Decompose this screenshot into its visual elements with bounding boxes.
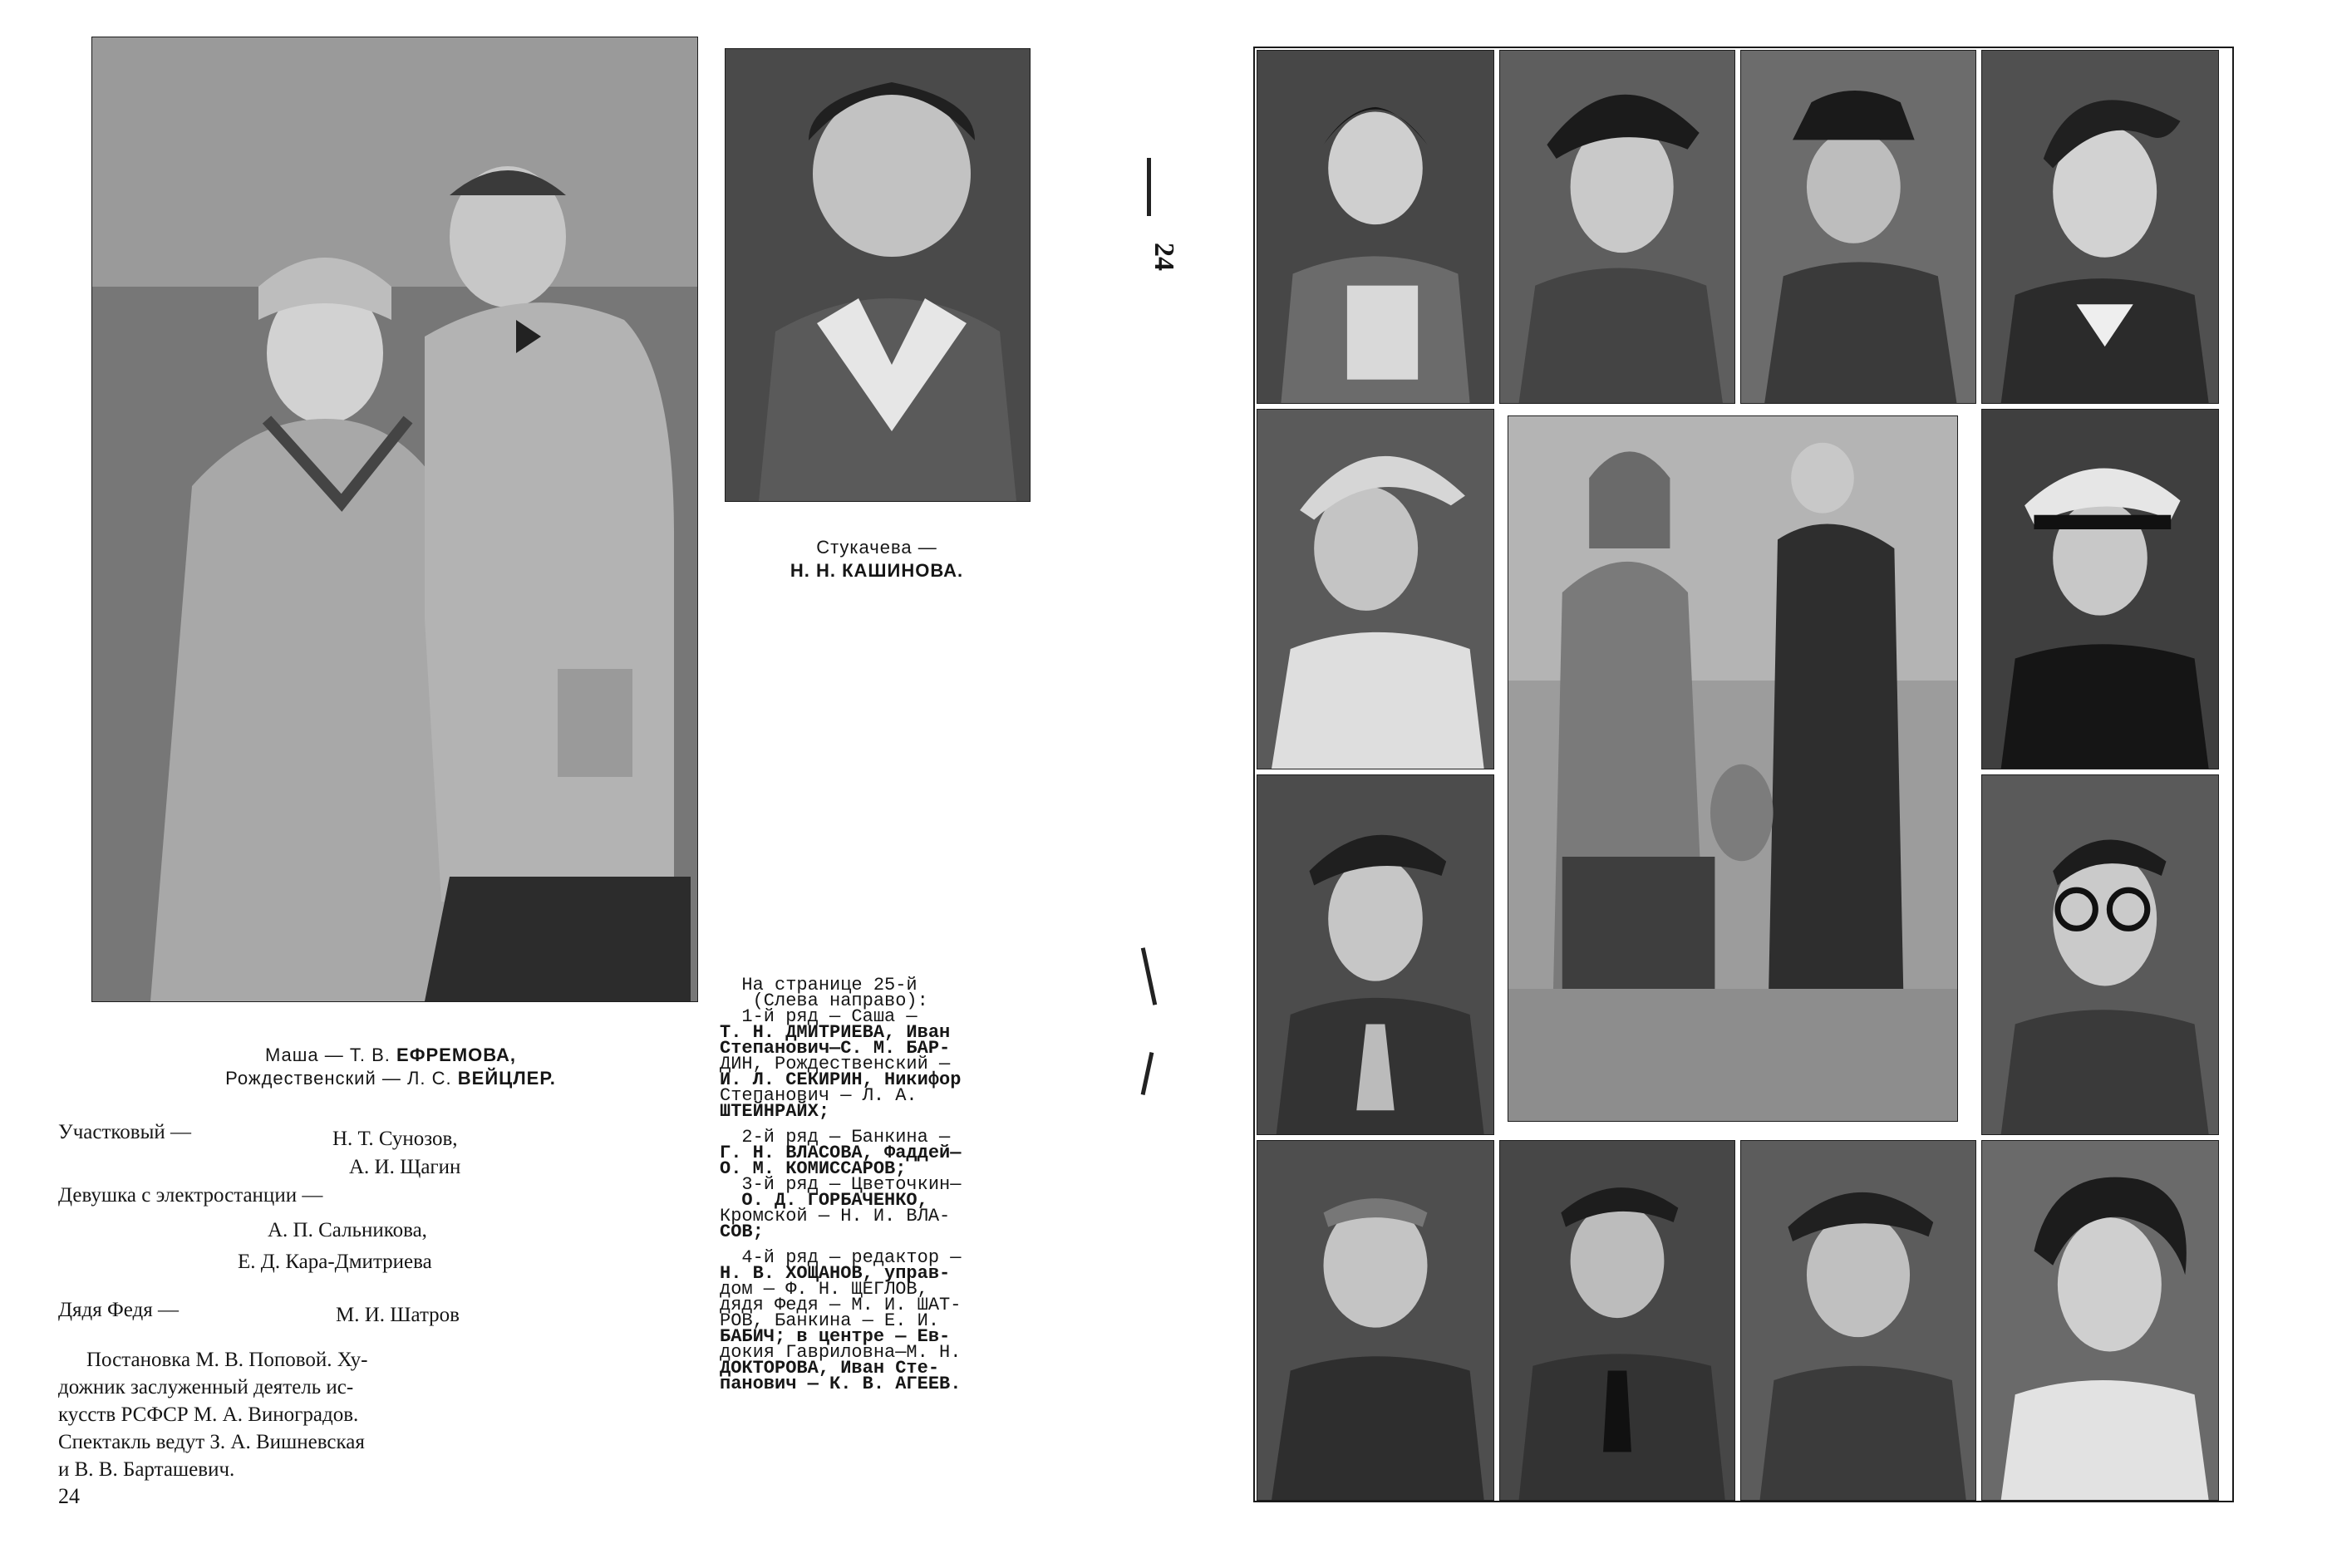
cast-actor-kara-dmitrieva: Е. Д. Кара-Дмитриева (238, 1251, 432, 1273)
photo-key-notes (720, 977, 1032, 1392)
note-line: О. М. КОМИССАРОВ; (720, 1158, 907, 1179)
note-line: панович — К. В. АГЕЕВ. (720, 1374, 962, 1394)
scene-center-image (1508, 416, 1957, 1121)
portrait-komissarov-image (1982, 410, 2218, 769)
portrait-sekirin-image (1741, 51, 1975, 403)
credits-line: Спектакль ведут З. А. Вишневская (58, 1431, 365, 1453)
note-line: Н. В. ХОЩАНОВ, управ- (720, 1263, 951, 1284)
portrait-nikifor-stepanovich (1981, 50, 2219, 404)
main-caption-rozhdestvensky-actor: ВЕЙЦЛЕР. (457, 1068, 556, 1089)
photo-stukacheva (725, 48, 1031, 502)
portrait-dyadya-fedya-shatrov (1740, 1140, 1976, 1501)
note-line: дом — Ф. Н. ЩЕГЛОВ, (720, 1279, 928, 1300)
note-line: О. Д. ГОРБАЧЕНКО, (720, 1190, 928, 1211)
page-number: 24 (58, 1484, 80, 1508)
credits-line: Постановка М. В. Поповой. Ху- (86, 1349, 368, 1371)
note-line: Степанович — Л. А. (720, 1085, 918, 1106)
note-line: 3-й ряд — Цветочкин— (720, 1174, 962, 1195)
portrait-tsvetochkin-gorbachenko (1257, 774, 1494, 1135)
main-caption-line-2 (150, 1067, 632, 1090)
portrait-khoshchanov-image (1257, 1141, 1493, 1500)
portrait-redaktor-khoshchanov (1257, 1140, 1494, 1501)
credits-block (58, 1346, 532, 1483)
cast-role-dyadya-fedya: Дядя Федя — (58, 1299, 180, 1321)
note-line: На странице 25-й (720, 975, 918, 995)
note-line: ДИН, Рождественский — (720, 1054, 951, 1074)
note-line: 1-й ряд — Саша — (720, 1006, 918, 1027)
note-line: И. Л. СЕКИРИН, Никифор (720, 1069, 962, 1090)
cast-role-devushka: Девушка с электростанции — (58, 1184, 323, 1207)
portrait-rozhdestvensky-sekirin (1740, 50, 1976, 404)
note-line: Степанович—С. М. БАР- (720, 1038, 951, 1059)
stukacheva-caption-role: Стукачева — (816, 537, 937, 558)
note-line: дядя Федя — М. И. ШАТ- (720, 1295, 962, 1315)
portrait-vlasova-image (1257, 410, 1493, 769)
right-page (1149, 0, 2327, 1568)
portrait-kromskoy-vlasov (1981, 774, 2219, 1135)
portrait-bankina-babich (1981, 1140, 2219, 1501)
cast-actor-shchagin: А. И. Щагин (349, 1156, 461, 1178)
photo-masha-rozhdestvensky (91, 37, 698, 1002)
main-caption-masha-actor: ЕФРЕМОВА, (396, 1045, 517, 1065)
gutter-mark (1147, 158, 1151, 216)
cast-actor-shatrov: М. И. Шатров (336, 1304, 460, 1326)
note-line: Т. Н. ДМИТРИЕВА, Иван (720, 1022, 951, 1043)
photo-masha-rozhdestvensky-image (92, 37, 697, 1001)
cast-actor-sunozov: Н. Т. Сунозов, (332, 1128, 458, 1150)
portrait-gorbachenko-image (1257, 775, 1493, 1134)
portrait-babich-image (1982, 1141, 2218, 1500)
stukacheva-caption-actor: Н. Н. КАШИНОВА. (790, 560, 964, 581)
main-caption-line-1 (150, 1044, 632, 1067)
credits-line: и В. В. Барташевич. (58, 1458, 235, 1481)
main-photo-caption (150, 1044, 632, 1090)
note-line: ДОКТОРОВА, Иван Сте- (720, 1358, 940, 1379)
cast-actor-salnikova: А. П. Сальникова, (268, 1219, 427, 1241)
stukacheva-caption (725, 536, 1029, 582)
note-line: БАБИЧ; в центре — Ев- (720, 1326, 951, 1347)
portrait-shatrov-image (1741, 1141, 1975, 1500)
portrait-bardin-image (1500, 51, 1734, 403)
portrait-vlasov-image (1982, 775, 2218, 1134)
cast-role-uchastkovy: Участковый — (58, 1121, 191, 1143)
portrait-faddey-komissarov (1981, 409, 2219, 769)
note-line: 2-й ряд — Банкина — (720, 1127, 951, 1148)
note-line: 4-й ряд — редактор — (720, 1247, 962, 1268)
note-line: (Слева направо): (720, 990, 928, 1011)
portrait-sasha (1257, 50, 1494, 404)
portrait-shteinraikh-image (1982, 51, 2218, 403)
note-line: ШТЕЙНРАЙХ; (720, 1101, 830, 1122)
note-line: докия Гавриловна—М. Н. (720, 1342, 962, 1363)
photo-stukacheva-image (726, 49, 1030, 501)
credits-line: кусств РСФСР М. А. Виноградов. (58, 1403, 359, 1426)
portrait-upravdom-shcheglov (1499, 1140, 1735, 1501)
scene-evdokiya-and-ivan (1508, 415, 1958, 1122)
main-caption-masha-role: Маша — Т. В. (264, 1045, 391, 1065)
portrait-shcheglov-image (1500, 1141, 1734, 1500)
note-line: Кромской — Н. И. ВЛА- (720, 1206, 951, 1226)
note-line: Г. Н. ВЛАСОВА, Фаддей— (720, 1143, 962, 1163)
gutter-page-number: 24 (1149, 243, 1179, 271)
note-line: СОВ; (720, 1221, 764, 1242)
note-line: РОВ, Банкина — Е. И. (720, 1310, 940, 1331)
portrait-bankina-vlasova (1257, 409, 1494, 769)
credits-line: дожник заслуженный деятель ис- (58, 1376, 354, 1398)
portrait-ivan-stepanovich-bardin (1499, 50, 1735, 404)
main-caption-rozhdestvensky-role: Рождественский — Л. С. (225, 1068, 452, 1089)
portrait-sasha-image (1257, 51, 1493, 403)
